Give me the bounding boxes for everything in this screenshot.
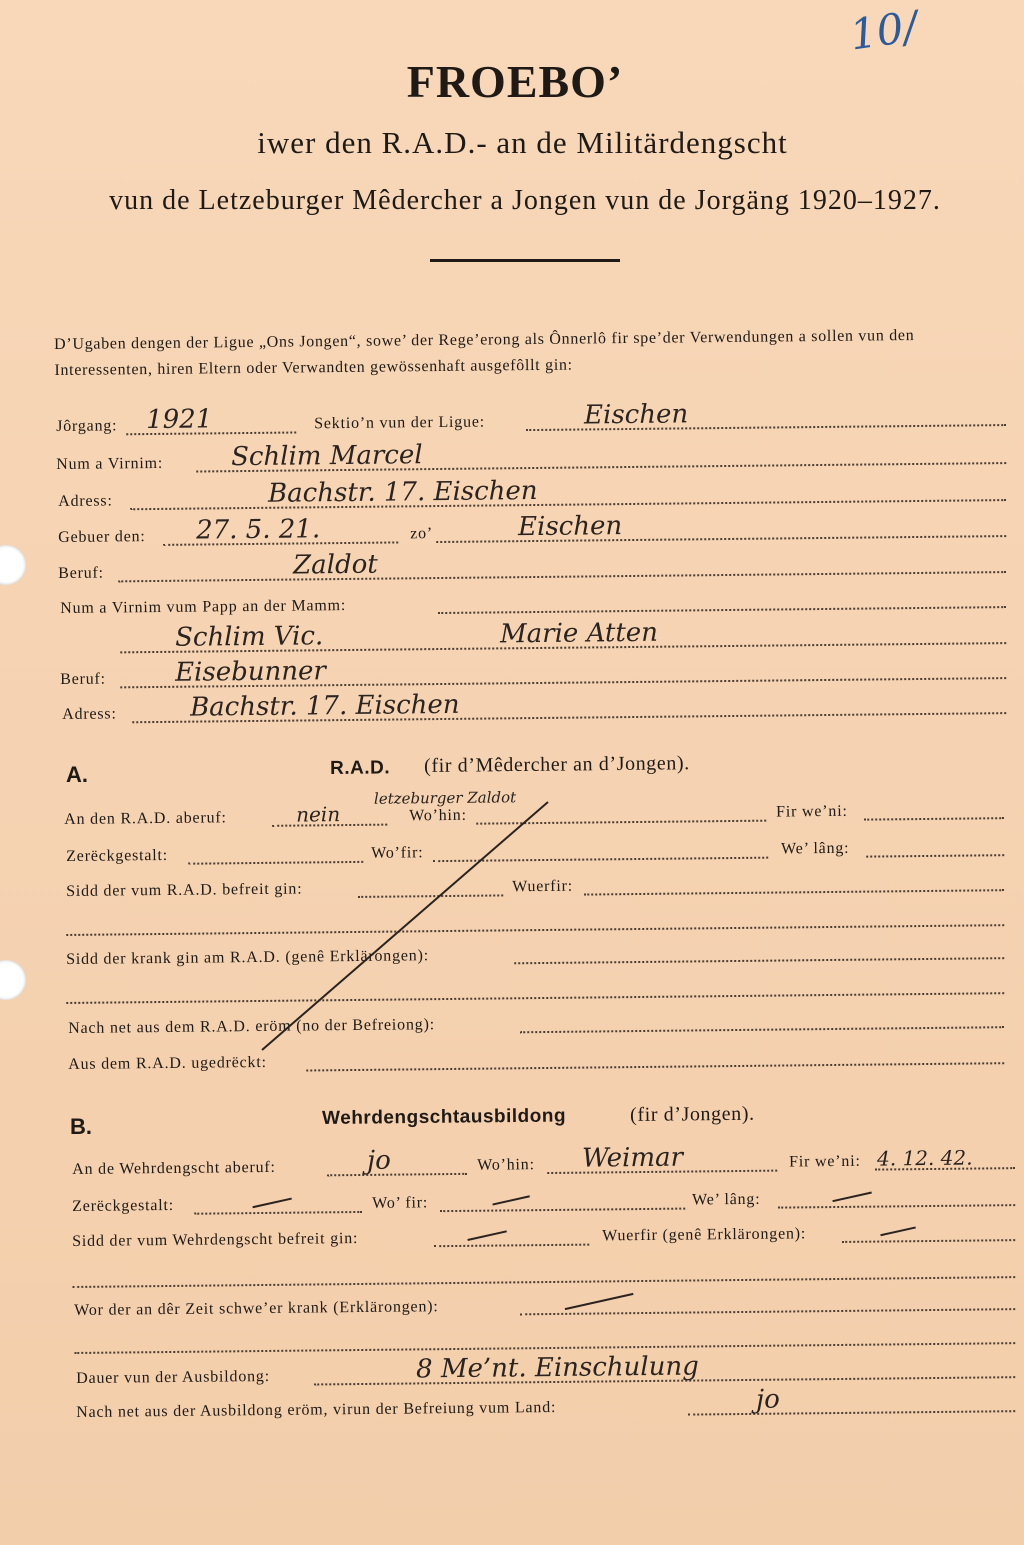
- zo-value[interactable]: Eischen: [517, 511, 623, 543]
- beruf-label: Beruf:: [58, 564, 104, 582]
- wehr-wofir-label: Wo’ fir:: [372, 1194, 429, 1212]
- adress-value[interactable]: Bachstr. 17. Eischen: [267, 475, 538, 509]
- section-a-letter: A.: [66, 762, 88, 787]
- num-label: Num a Virnim:: [56, 454, 164, 473]
- wehr-dauer-value[interactable]: 8 Me’nt. Einschulung: [415, 1351, 699, 1385]
- jorgang-label: Jôrgang:: [56, 417, 118, 435]
- rad-firweni-label: Fir we’ni:: [776, 802, 848, 821]
- eltern-beruf-value[interactable]: Eisebunner: [174, 656, 326, 688]
- section-a-title: R.A.D.: [330, 757, 391, 779]
- adress-label: Adress:: [58, 492, 113, 510]
- wehr-nach-value[interactable]: jo: [755, 1384, 780, 1415]
- wehr-aberuf-value[interactable]: jo: [366, 1145, 391, 1176]
- wehr-nach-label: Nach net aus der Ausbildong eröm, virun der Befreiung vum Land:: [76, 1398, 557, 1421]
- intro-text: D’Ugaben dengen der Ligue „Ons Jongen“, sowe’ der Rege’erong als Ônnerlô fir spe’der Verwendungen a sollen vun den Interessenten, hiren Eltern oder Verwandten gewössenhaft ausgefôllt gin:: [54, 326, 915, 379]
- gebuer-label: Gebuer den:: [58, 528, 146, 546]
- wehr-zereck-label: Zerëckgestalt:: [72, 1196, 175, 1215]
- eltern-label: Num a Virnim vum Papp an der Mamm:: [60, 597, 347, 617]
- beruf-value[interactable]: Zaldot: [292, 549, 378, 581]
- rad-krank-label: Sidd der krank gin am R.A.D. (genê Erklärongen):: [66, 947, 430, 968]
- section-a-note: (fir d’Mêdercher an d’Jongen).: [424, 752, 690, 777]
- sektioun-value[interactable]: Eischen: [583, 399, 689, 431]
- rad-wohin-label: Wo’hin:: [409, 806, 467, 825]
- rad-zereck-label: Zerëckgestalt:: [66, 846, 169, 865]
- wehr-firweni-label: Fir we’ni:: [789, 1152, 861, 1171]
- rad-wohin-value[interactable]: letzeburger Zaldot: [373, 788, 517, 808]
- jorgang-value[interactable]: 1921: [145, 404, 213, 436]
- wehr-firweni-value[interactable]: 4. 12. 42.: [876, 1145, 973, 1171]
- gebuer-value[interactable]: 27. 5. 21.: [195, 514, 321, 546]
- rad-wofir-label: Wo’fir:: [371, 844, 424, 862]
- wehr-welang-label: We’ lâng:: [692, 1190, 761, 1209]
- rad-ugedreckt-label: Aus dem R.A.D. ugedrëckt:: [68, 1053, 267, 1073]
- wehr-dauer-label: Dauer vun der Ausbildong:: [76, 1367, 271, 1387]
- wehr-wohin-label: Wo’hin:: [477, 1156, 535, 1174]
- papp-value[interactable]: Schlim Vic.: [174, 621, 324, 653]
- zo-label: zo’: [410, 525, 434, 543]
- form-title: FROEBO’: [406, 56, 624, 107]
- section-b-letter: B.: [70, 1114, 92, 1139]
- mamm-value[interactable]: Marie Atten: [499, 617, 659, 650]
- wehr-wohin-value[interactable]: Weimar: [581, 1142, 684, 1174]
- section-b-title: Wehrdengschtausbildong: [322, 1105, 567, 1129]
- rad-nach-label: Nach net aus dem R.A.D. eröm (no der Befreiong):: [68, 1016, 435, 1037]
- eltern-adress-value[interactable]: Bachstr. 17. Eischen: [189, 689, 460, 723]
- form-subtitle-years: vun de Letzeburger Mêdercher a Jongen vun de Jorgäng 1920–1927.: [109, 185, 941, 216]
- num-value[interactable]: Schlim Marcel: [230, 440, 423, 473]
- rad-aberuf-value[interactable]: nein: [296, 802, 341, 827]
- form-subtitle: iwer den R.A.D.- an de Militärdengscht: [257, 125, 788, 160]
- archive-number-mark: 10/: [846, 1, 921, 60]
- wehr-aberuf-label: An de Wehrdengscht aberuf:: [72, 1158, 276, 1178]
- wehr-krank-label: Wor der an dêr Zeit schwe’er krank (Erklärongen):: [74, 1298, 439, 1319]
- eltern-beruf-label: Beruf:: [60, 670, 106, 688]
- wehr-befreit-label: Sidd der vum Wehrdengscht befreit gin:: [72, 1230, 359, 1250]
- rad-wuerfir-label: Wuerfir:: [512, 877, 574, 896]
- rad-aberuf-label: An den R.A.D. aberuf:: [64, 809, 227, 828]
- wehr-wuerfir-label: Wuerfir (genê Erklärongen):: [602, 1225, 807, 1245]
- rad-welang-label: We’ lâng:: [781, 839, 850, 858]
- eltern-adress-label: Adress:: [62, 705, 117, 723]
- section-b-note: (fir d’Jongen).: [630, 1102, 755, 1126]
- rad-befreit-label: Sidd der vum R.A.D. befreit gin:: [66, 880, 303, 900]
- sektioun-label: Sektio’n vun der Ligue:: [314, 413, 486, 433]
